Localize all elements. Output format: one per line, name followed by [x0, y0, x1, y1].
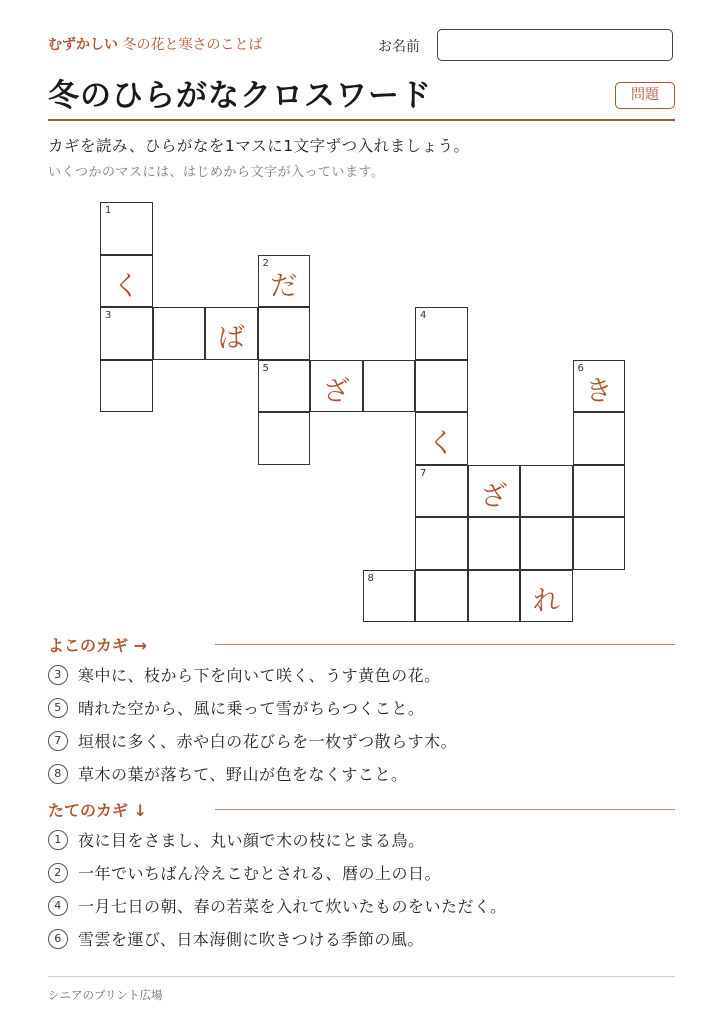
crossword-cell[interactable] [415, 570, 468, 623]
crossword-cell[interactable] [258, 360, 311, 413]
crossword-cell[interactable] [258, 307, 311, 360]
given-letter: ば [217, 323, 245, 354]
clue-number: 6 [48, 929, 68, 949]
problem-badge: 問題 [615, 82, 675, 109]
crossword-cell[interactable] [573, 465, 626, 518]
cell-number: 6 [577, 362, 584, 374]
clue-text: 草木の葉が落ちて、野山が色をなくすこと。 [78, 765, 408, 784]
footer-divider [48, 976, 675, 977]
crossword-cell[interactable] [100, 360, 153, 413]
down-heading: たてのカギ ↓ [48, 801, 147, 820]
clue-down-2 [48, 861, 441, 884]
crossword-cell[interactable] [573, 517, 626, 570]
clue-number: 1 [48, 830, 68, 850]
crossword-grid [100, 202, 625, 622]
cell-number: 4 [420, 310, 427, 321]
crossword-cell[interactable] [415, 307, 468, 360]
clue-across-3 [48, 663, 441, 686]
clue-across-5 [48, 696, 424, 719]
crossword-cell[interactable] [573, 360, 626, 413]
crossword-cell[interactable] [100, 307, 153, 360]
across-heading: よこのカギ → [48, 636, 147, 655]
instruction-main: カギを読み、ひらがなを1マスに1文字ずつ入れましょう。 [48, 137, 470, 155]
difficulty-label: むずかしい [48, 37, 118, 53]
crossword-cell[interactable] [310, 360, 363, 413]
cell-number: 2 [262, 257, 269, 269]
given-letter: ざ [322, 375, 350, 407]
crossword-cell[interactable] [100, 255, 153, 308]
crossword-cell[interactable] [468, 517, 521, 570]
crossword-cell[interactable] [205, 307, 258, 360]
crossword-cell[interactable] [468, 465, 521, 518]
clue-number: 8 [48, 764, 68, 784]
crossword-cell[interactable] [363, 360, 416, 413]
crossword-cell[interactable] [363, 570, 416, 623]
cell-number: 1 [105, 205, 112, 216]
given-letter: く [112, 270, 140, 302]
given-letter: ざ [480, 480, 508, 512]
cell-number: 8 [367, 572, 374, 584]
clue-number: 7 [48, 731, 68, 751]
clue-number: 2 [48, 863, 68, 883]
name-label: お名前 [378, 39, 420, 55]
crossword-cell[interactable] [415, 517, 468, 570]
crossword-cell[interactable] [415, 465, 468, 518]
clue-text: 垣根に多く、赤や白の花びらを一枚ずつ散らす木。 [78, 732, 458, 751]
subtitle [48, 34, 262, 54]
given-letter: だ [270, 270, 298, 302]
clue-text: 一年でいちばん冷えこむとされる、暦の上の日。 [78, 864, 442, 883]
clue-down-6 [48, 927, 424, 950]
crossword-cell[interactable] [520, 517, 573, 570]
crossword-cell[interactable] [153, 307, 206, 360]
footer-text: シニアのプリント広場 [48, 988, 163, 1002]
crossword-cell[interactable] [520, 570, 573, 623]
clue-text: 寒中に、枝から下を向いて咲く、うす黄色の花。 [78, 666, 441, 685]
clue-text: 一月七日の朝、春の若菜を入れて炊いたものをいただく。 [78, 897, 507, 916]
clue-across-7 [48, 729, 457, 752]
given-letter: く [427, 428, 455, 459]
crossword-cell[interactable] [415, 412, 468, 465]
clue-number: 5 [48, 698, 68, 718]
down-divider [215, 809, 675, 810]
across-divider [215, 644, 675, 645]
crossword-cell[interactable] [258, 412, 311, 465]
given-letter: れ [532, 585, 560, 617]
theme-label: 冬の花と寒さのことば [122, 37, 263, 53]
crossword-cell[interactable] [573, 412, 626, 465]
clue-across-8 [48, 762, 408, 785]
crossword-cell[interactable] [520, 465, 573, 518]
clue-down-1 [48, 828, 425, 851]
given-letter: き [585, 375, 613, 407]
clue-down-4 [48, 894, 507, 917]
cell-number: 7 [420, 467, 427, 479]
clue-number: 3 [48, 665, 68, 685]
name-field[interactable] [437, 29, 673, 61]
clue-text: 雪雲を運び、日本海側に吹きつける季節の風。 [78, 930, 424, 949]
instruction-sub: いくつかのマスには、はじめから文字が入っています。 [48, 165, 385, 180]
crossword-cell[interactable] [415, 360, 468, 413]
clue-text: 晴れた空から、風に乗って雪がちらつくこと。 [78, 699, 425, 718]
cell-number: 3 [105, 310, 112, 321]
crossword-cell[interactable] [468, 570, 521, 623]
crossword-cell[interactable] [100, 202, 153, 255]
clue-number: 4 [48, 896, 68, 916]
page-title: 冬のひらがなクロスワード [48, 78, 432, 114]
cell-number: 5 [262, 362, 269, 374]
clue-text: 夜に目をさまし、丸い顔で木の枝にとまる鳥。 [78, 831, 425, 850]
crossword-cell[interactable] [258, 255, 311, 308]
title-divider [48, 119, 675, 121]
